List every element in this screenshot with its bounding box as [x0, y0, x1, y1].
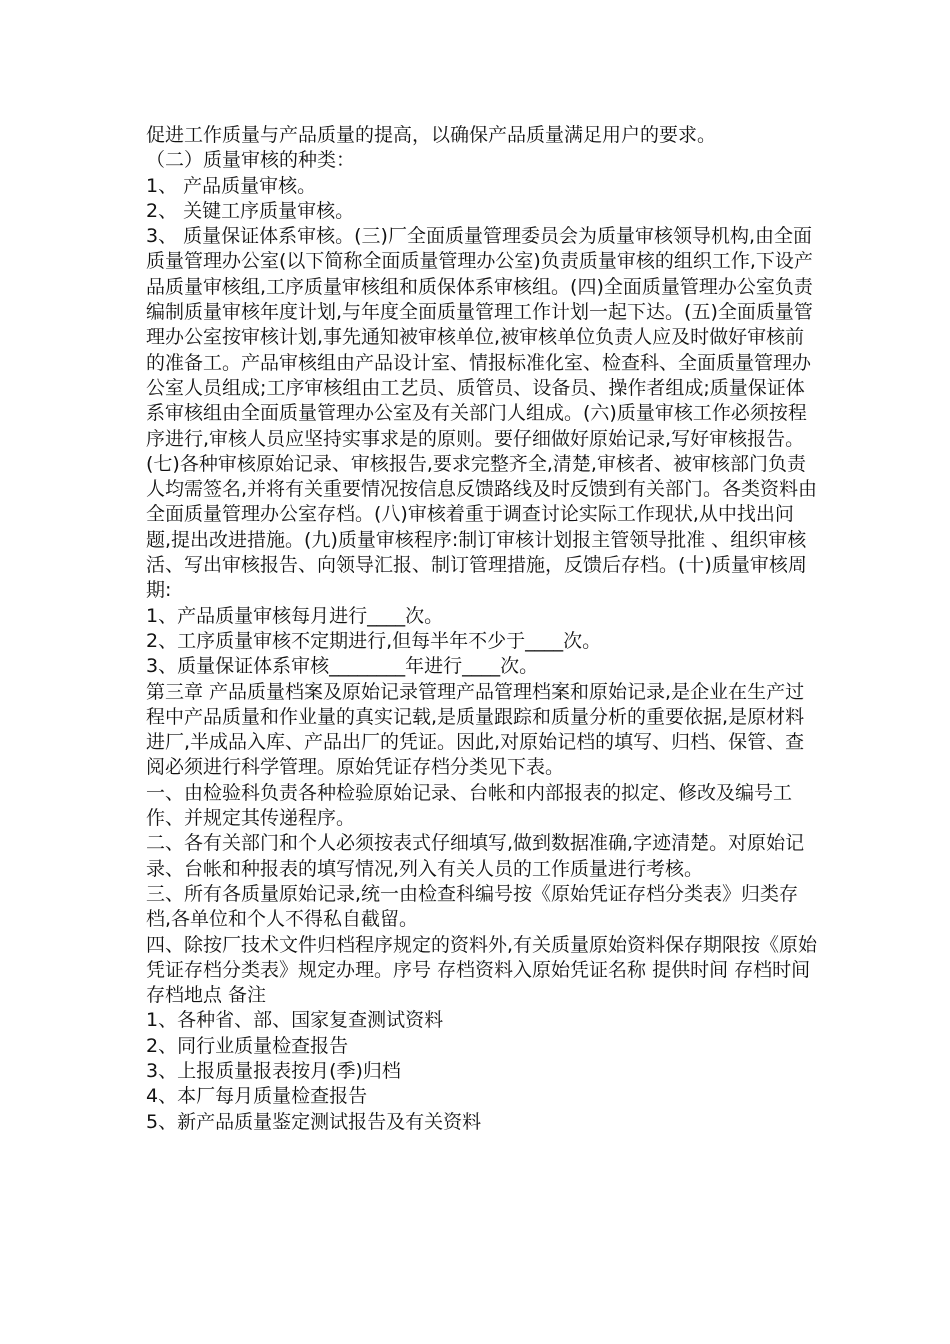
paragraph: 二、各有关部门和个人必须按表式仔细填写,做到数据准确,字迹清楚。对原始记录、台帐和种报表的填写情况,列入有关人员的工作质量进行考核。 — [146, 832, 805, 880]
paragraph: 1、 产品质量审核。 — [146, 174, 317, 197]
list-item: 3、上报质量报表按月(季)归档 — [146, 1059, 401, 1082]
list-item: 2、同行业质量检查报告 — [146, 1034, 349, 1057]
paragraph: 促进工作质量与产品质量的提高，以确保产品质量满足用户的要求。 — [146, 124, 717, 146]
paragraph: 三、所有各质量原始记录,统一由检查科编号按《原始凭证存档分类表》归类存档,各单位和个人不得私自截留。 — [146, 882, 799, 931]
paragraph: 3、质量保证体系审核________年进行____次。 — [146, 655, 539, 678]
paragraph: 一、由检验科负责各种检验原始记录、台帐和内部报表的拟定、修改及编号工作、并规定其传递程序。 — [146, 781, 793, 830]
paragraph: 1、产品质量审核每月进行____次。 — [146, 604, 444, 627]
list-item: 1、各种省、部、国家复查测试资料 — [146, 1009, 444, 1032]
paragraph: 2、工序质量审核不定期进行,但每半年不少于____次。 — [146, 629, 602, 652]
list-item: 5、新产品质量鉴定测试报告及有关资料 — [146, 1110, 482, 1133]
paragraph: 四、除按厂技术文件归档程序规定的资料外,有关质量原始资料保存期限按《原始凭证存档分类表》规定办理。序号 存档资料入原始凭证名称 提供时间 存档时间 存档地点 备注 — [146, 933, 818, 1007]
paragraph: 2、 关键工序质量审核。 — [146, 199, 355, 222]
paragraph: 第三章 产品质量档案及原始记录管理产品管理档案和原始记录,是企业在生产过程中产品质量和作业量的真实记载,是质量跟踪和质量分析的重要依据,是原材料进厂,半成品入库、产品出厂的凭证。因此,对原始记档的填写、归档、保管、查阅必须进行科学管理。原始凭证存档分类见下表。 — [146, 680, 805, 779]
paragraph: （二）质量审核的种类： — [146, 149, 356, 172]
list-item: 4、本厂每月质量检查报告 — [146, 1085, 368, 1108]
paragraph: 3、 质量保证体系审核。(三)厂全面质量管理委员会为质量审核领导机构,由全面质量管理办公室(以下简称全面质量管理办公室)负责质量审核的组织工作,下设产品质量审核组,工序质量审核组和质保体系审核组。(四)全面质量管理办公室负责编制质量审核年度计划,与年度全面质量管理工作计划一起下达。(五)全面质量管理办公室按审核计划,事先通知被审核单位,被审核单位负责人应及时做好审核前的准备工。产品审核组由产品设计室、情报标准化室、检查科、全面质量管理办公室人员组成;工序审核组由工艺员、质管员、设备员、操作者组成;质量保证体系审核组由全面质量管理办公室及有关部门人组成。(六)质量审核工作必须按程序进行,审核人员应坚持实事求是的原则。要仔细做好原始记录,写好审核报告。(七)各种审核原始记录、审核报告,要求完整齐全,清楚,审核者、被审核部门负责人均需签名,并将有关重要情况按信息反馈路线及时反馈到有关部门。各类资料由全面质量管理办公室存档。(八)审核着重于调查讨论实际工作现状,从中找出问题,提出改进措施。(九)质量审核程序:制订审核计划报主管领导批准 、组织审核活、写出审核报告、向领导汇报、制订管理措施，反馈后存档。(十)质量审核周期: — [146, 225, 818, 602]
document-body — [146, 123, 818, 1135]
